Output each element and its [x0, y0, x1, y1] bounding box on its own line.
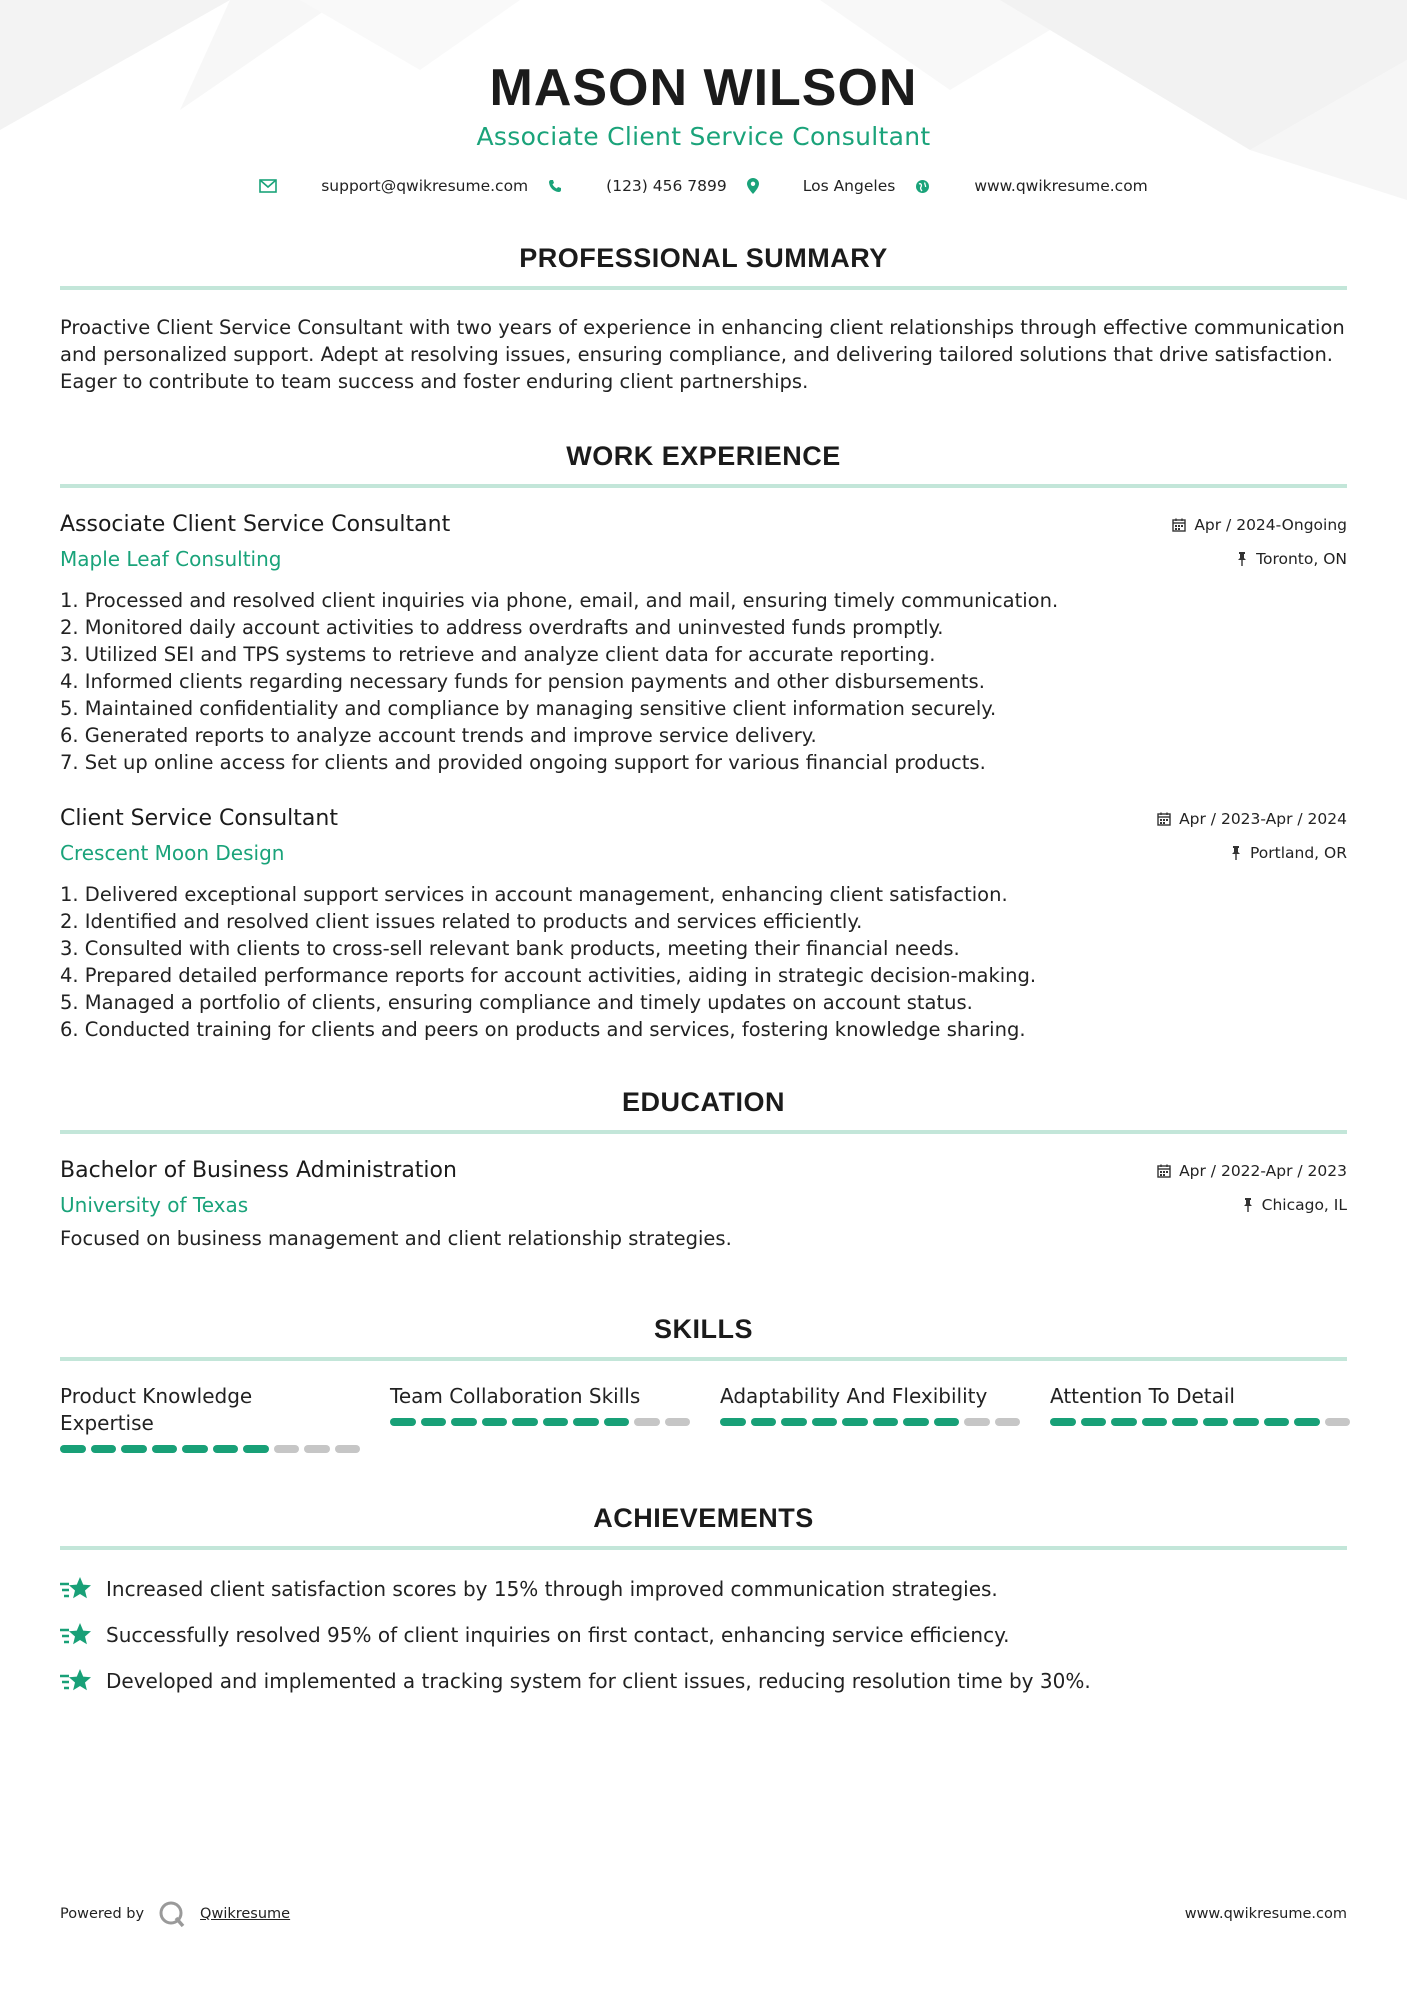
skill-dot-filled [751, 1418, 777, 1426]
job-bullets [60, 587, 1347, 776]
skill-item [720, 1383, 1020, 1453]
job-bullet: 7. Set up online access for clients and provided ongoing support for various financial products. [60, 751, 986, 774]
job-bullet: 3. Consulted with clients to cross-sell relevant bank products, meeting their financial needs. [60, 937, 960, 960]
achievement-text: Successfully resolved 95% of client inquiries on first contact, enhancing service efficiency. [106, 1623, 1010, 1647]
skill-dot-filled [1081, 1418, 1107, 1426]
website-text: www.qwikresume.com [974, 177, 1148, 195]
experience-title: WORK EXPERIENCE [60, 441, 1347, 488]
skill-dot-filled [1294, 1418, 1320, 1426]
skill-dot-filled [451, 1418, 477, 1426]
job-bullet: 1. Delivered exceptional support services in account management, enhancing client satisfaction. [60, 883, 1008, 906]
calendar-icon [1157, 1164, 1171, 1178]
skill-item [390, 1383, 690, 1453]
skill-dot-filled [1264, 1418, 1290, 1426]
degree-title: Bachelor of Business Administration [60, 1158, 457, 1183]
education-section [60, 1087, 1347, 1250]
summary-text: Proactive Client Service Consultant with two years of experience in enhancing client relationships through effective communication and personalized support. Adept at resolving issues, ensuring compliance, and delivering tailored solutions that drive satisfaction. Eager to contribute to team success and foster enduring client partnerships. [60, 316, 1345, 393]
job-location-text: Portland, OR [1249, 844, 1347, 862]
skill-dot-empty [335, 1445, 361, 1453]
calendar-icon [1172, 518, 1186, 532]
skill-dot-filled [934, 1418, 960, 1426]
skills-title: SKILLS [60, 1314, 1347, 1361]
map-pin-icon [747, 178, 759, 194]
job-date-text: Apr / 2024-Ongoing [1194, 516, 1347, 534]
powered-by [60, 1900, 290, 1928]
skill-dot-filled [390, 1418, 416, 1426]
skill-dot-filled [842, 1418, 868, 1426]
achievements-title: ACHIEVEMENTS [60, 1503, 1347, 1550]
skill-dot-empty [964, 1418, 990, 1426]
experience-section [60, 441, 1347, 1043]
star-achievement-icon [60, 1576, 92, 1602]
candidate-role: Associate Client Service Consultant [476, 122, 931, 151]
skill-dot-filled [604, 1418, 630, 1426]
skill-dot-filled [1172, 1418, 1198, 1426]
skill-dot-filled [60, 1445, 86, 1453]
resume-header [60, 0, 1347, 195]
skill-dot-empty [304, 1445, 330, 1453]
skill-dot-filled [1050, 1418, 1076, 1426]
skill-item [60, 1383, 360, 1453]
candidate-name: MASON WILSON [489, 59, 918, 117]
contact-website[interactable] [915, 177, 1147, 195]
job-location-text: Toronto, ON [1256, 550, 1347, 568]
job-date [1172, 516, 1347, 534]
achievement-text: Increased client satisfaction scores by 15% through improved communication strategies. [106, 1577, 998, 1601]
calendar-icon [1157, 812, 1171, 826]
skill-level-meter [390, 1418, 690, 1426]
job-bullet: 6. Generated reports to analyze account trends and improve service delivery. [60, 724, 817, 747]
skill-name: Adaptability And Flexibility [720, 1384, 988, 1408]
skill-dot-empty [274, 1445, 300, 1453]
job-bullets [60, 881, 1347, 1043]
job-bullet: 3. Utilized SEI and TPS systems to retrieve and analyze client data for accurate reporting. [60, 643, 936, 666]
email-text: support@qwikresume.com [321, 177, 529, 195]
skills-section [60, 1314, 1347, 1453]
skill-level-meter [60, 1445, 360, 1453]
skill-dot-filled [543, 1418, 569, 1426]
job-title: Associate Client Service Consultant [60, 512, 451, 537]
skill-level-meter [1050, 1418, 1350, 1426]
envelope-icon [259, 179, 277, 193]
skill-dot-filled [903, 1418, 929, 1426]
achievement-item [60, 1668, 1347, 1694]
education-location [1242, 1196, 1347, 1214]
education-location-text: Chicago, IL [1261, 1196, 1347, 1214]
skill-dot-empty [665, 1418, 691, 1426]
star-achievement-icon [60, 1622, 92, 1648]
skill-dot-filled [421, 1418, 447, 1426]
skill-level-meter [720, 1418, 1020, 1426]
skill-dot-empty [634, 1418, 660, 1426]
job-date-text: Apr / 2023-Apr / 2024 [1179, 810, 1347, 828]
globe-icon [915, 179, 930, 194]
skill-dot-filled [1233, 1418, 1259, 1426]
skill-dot-filled [720, 1418, 746, 1426]
achievement-item [60, 1576, 1347, 1602]
skill-dot-filled [573, 1418, 599, 1426]
skill-dot-filled [873, 1418, 899, 1426]
summary-title: PROFESSIONAL SUMMARY [60, 243, 1347, 290]
skill-dot-filled [91, 1445, 117, 1453]
footer-website[interactable]: www.qwikresume.com [1184, 1906, 1347, 1922]
skill-dot-empty [1325, 1418, 1351, 1426]
job-location [1236, 550, 1347, 568]
footer [60, 1900, 1347, 1928]
job-bullet: 2. Identified and resolved client issues related to products and services efficiently. [60, 910, 863, 933]
skill-dot-filled [512, 1418, 538, 1426]
skill-dot-filled [243, 1445, 269, 1453]
pushpin-icon [1236, 552, 1248, 566]
company-name: Maple Leaf Consulting [60, 547, 282, 571]
skill-dot-empty [995, 1418, 1021, 1426]
job-location [1230, 844, 1347, 862]
skill-dot-filled [1142, 1418, 1168, 1426]
job-bullet: 1. Processed and resolved client inquiries via phone, email, and mail, ensuring timely communication. [60, 589, 1059, 612]
pushpin-icon [1230, 846, 1242, 860]
contact-location [747, 177, 896, 195]
star-achievement-icon [60, 1668, 92, 1694]
skill-item [1050, 1383, 1350, 1453]
qwikresume-link[interactable]: Qwikresume [200, 1906, 291, 1922]
contact-phone[interactable] [548, 177, 727, 195]
achievement-item [60, 1622, 1347, 1648]
job-bullet: 4. Prepared detailed performance reports for account activities, aiding in strategic decision-making. [60, 964, 1037, 987]
job-date [1157, 810, 1347, 828]
skill-dot-filled [121, 1445, 147, 1453]
powered-by-label: Powered by [60, 1906, 145, 1922]
qwikresume-logo-icon [158, 1900, 186, 1928]
school-name: University of Texas [60, 1193, 249, 1217]
skill-dot-filled [812, 1418, 838, 1426]
summary-section [60, 243, 1347, 395]
skill-dot-filled [482, 1418, 508, 1426]
job-entry [60, 512, 1347, 776]
skill-name: Team Collaboration Skills [390, 1384, 641, 1408]
education-date [1157, 1162, 1347, 1180]
company-name: Crescent Moon Design [60, 841, 285, 865]
job-bullet: 2. Monitored daily account activities to address overdrafts and uninvested funds promptly. [60, 616, 944, 639]
job-entry [60, 806, 1347, 1043]
job-bullet: 4. Informed clients regarding necessary funds for pension payments and other disbursements. [60, 670, 985, 693]
skill-dot-filled [152, 1445, 178, 1453]
contact-bar [60, 177, 1347, 195]
phone-text: (123) 456 7899 [606, 177, 727, 195]
achievement-text: Developed and implemented a tracking system for client issues, reducing resolution time by 30%. [106, 1669, 1091, 1693]
skill-dot-filled [213, 1445, 239, 1453]
phone-icon [548, 179, 562, 193]
education-date-text: Apr / 2022-Apr / 2023 [1179, 1162, 1347, 1180]
location-text: Los Angeles [802, 177, 896, 195]
contact-email[interactable] [259, 177, 528, 195]
pushpin-icon [1242, 1198, 1254, 1212]
job-bullet: 5. Managed a portfolio of clients, ensuring compliance and timely updates on account status. [60, 991, 973, 1014]
skill-dot-filled [781, 1418, 807, 1426]
skill-name: Attention To Detail [1050, 1384, 1235, 1408]
skill-dot-filled [1203, 1418, 1229, 1426]
skill-dot-filled [1111, 1418, 1137, 1426]
education-title: EDUCATION [60, 1087, 1347, 1134]
job-bullet: 6. Conducted training for clients and peers on products and services, fostering knowledge sharing. [60, 1018, 1026, 1041]
job-bullet: 5. Maintained confidentiality and compliance by managing sensitive client information securely. [60, 697, 997, 720]
achievements-section [60, 1503, 1347, 1694]
job-title: Client Service Consultant [60, 806, 338, 831]
skill-name: Product Knowledge Expertise [60, 1384, 253, 1435]
skill-dot-filled [182, 1445, 208, 1453]
education-description: Focused on business management and client relationship strategies. [60, 1227, 732, 1250]
